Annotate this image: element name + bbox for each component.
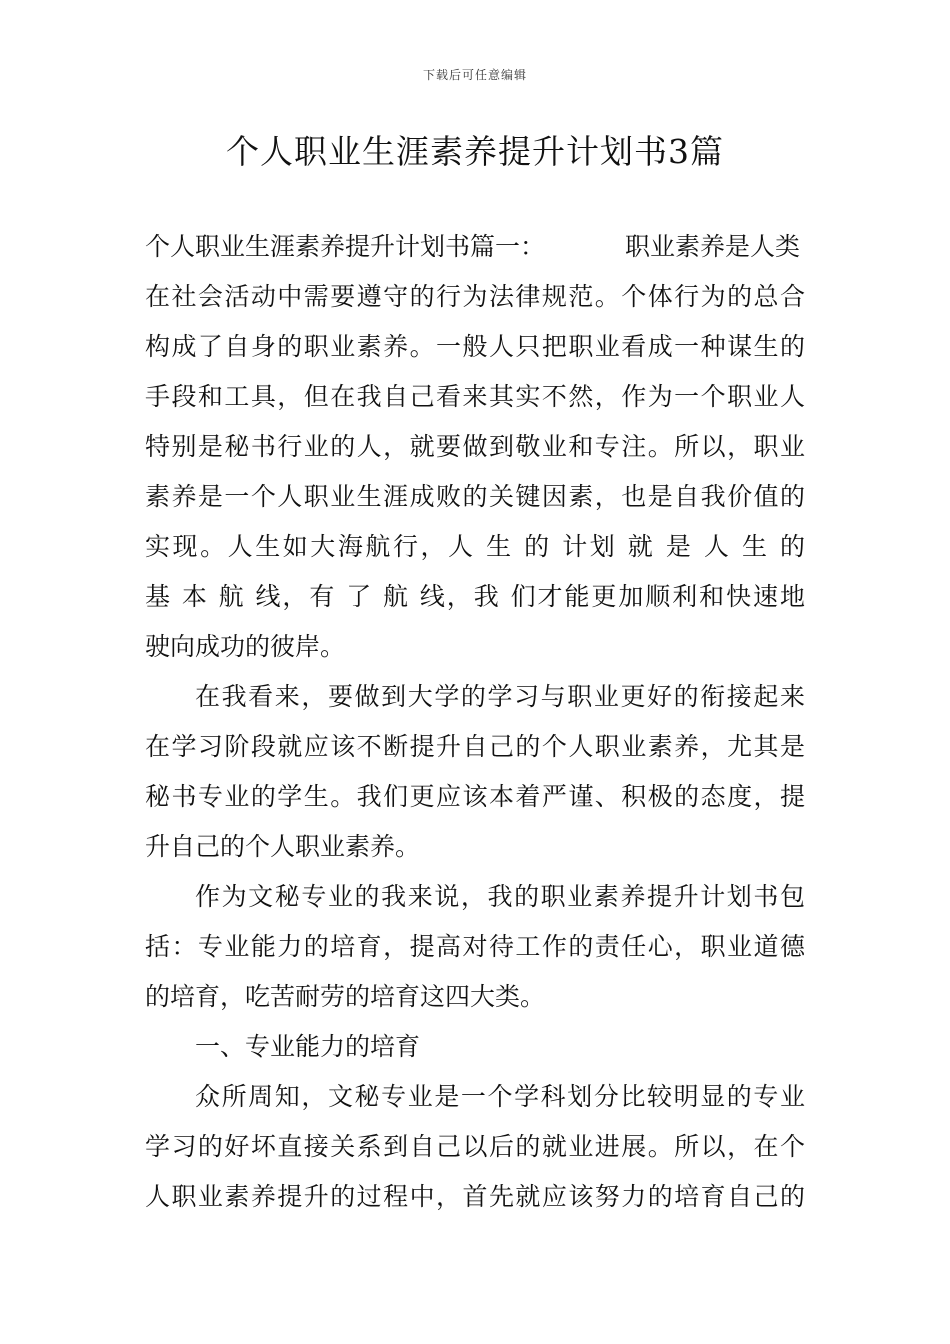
section-heading-inline: 个人职业生涯素养提升计划书篇一： xyxy=(145,232,546,261)
text-line: 实现。人生如大海航行，人 生 的 计划 就 是 人 生 的 xyxy=(145,532,805,561)
text-line: 素养是一个人职业生涯成败的关键因素，也是自我价值的 xyxy=(145,482,805,511)
text-line: 在社会活动中需要遵守的行为法律规范。个体行为的总合 xyxy=(145,282,805,311)
text-line: 特别是秘书行业的人，就要做到敬业和专注。所以，职业 xyxy=(145,432,805,461)
text-line: 学习的好坏直接关系到自己以后的就业进展。所以，在个 xyxy=(145,1132,805,1161)
text-line: 众所周知，文秘专业是一个学科划分比较明显的专业 xyxy=(195,1082,805,1111)
text-line: 括：专业能力的培育，提高对待工作的责任心，职业道德 xyxy=(145,932,805,961)
text-line: 手段和工具，但在我自己看来其实不然，作为一个职业人 xyxy=(145,382,805,411)
text-line: 人职业素养提升的过程中，首先就应该努力的培育自己的 xyxy=(145,1182,805,1211)
text-line: 在我看来，要做到大学的学习与职业更好的衔接起来 xyxy=(195,682,805,711)
text-line xyxy=(145,222,805,272)
text-line: 秘书专业的学生。我们更应该本着严谨、积极的态度，提 xyxy=(145,782,805,811)
text-line: 的培育，吃苦耐劳的培育这四大类。 xyxy=(145,982,546,1011)
header-note: 下载后可任意编辑 xyxy=(422,68,527,82)
text-line: 作为文秘专业的我来说，我的职业素养提升计划书包 xyxy=(195,882,805,911)
document-title: 个人职业生涯素养提升计划书3篇 xyxy=(226,132,724,171)
text-line: 在学习阶段就应该不断提升自己的个人职业素养，尤其是 xyxy=(145,732,805,761)
text-line: 基 本 航 线，有 了 航 线，我 们才能更加顺利和快速地 xyxy=(145,582,805,611)
subsection-heading: 一、专业能力的培育 xyxy=(195,1032,421,1061)
text-line: 驶向成功的彼岸。 xyxy=(145,632,346,661)
text-line: 构成了自身的职业素养。一般人只把职业看成一种谋生的 xyxy=(145,332,805,361)
text-line: 升自己的个人职业素养。 xyxy=(145,832,421,861)
text-segment: 职业素养是人类 xyxy=(625,232,801,261)
document-body xyxy=(145,222,805,1222)
